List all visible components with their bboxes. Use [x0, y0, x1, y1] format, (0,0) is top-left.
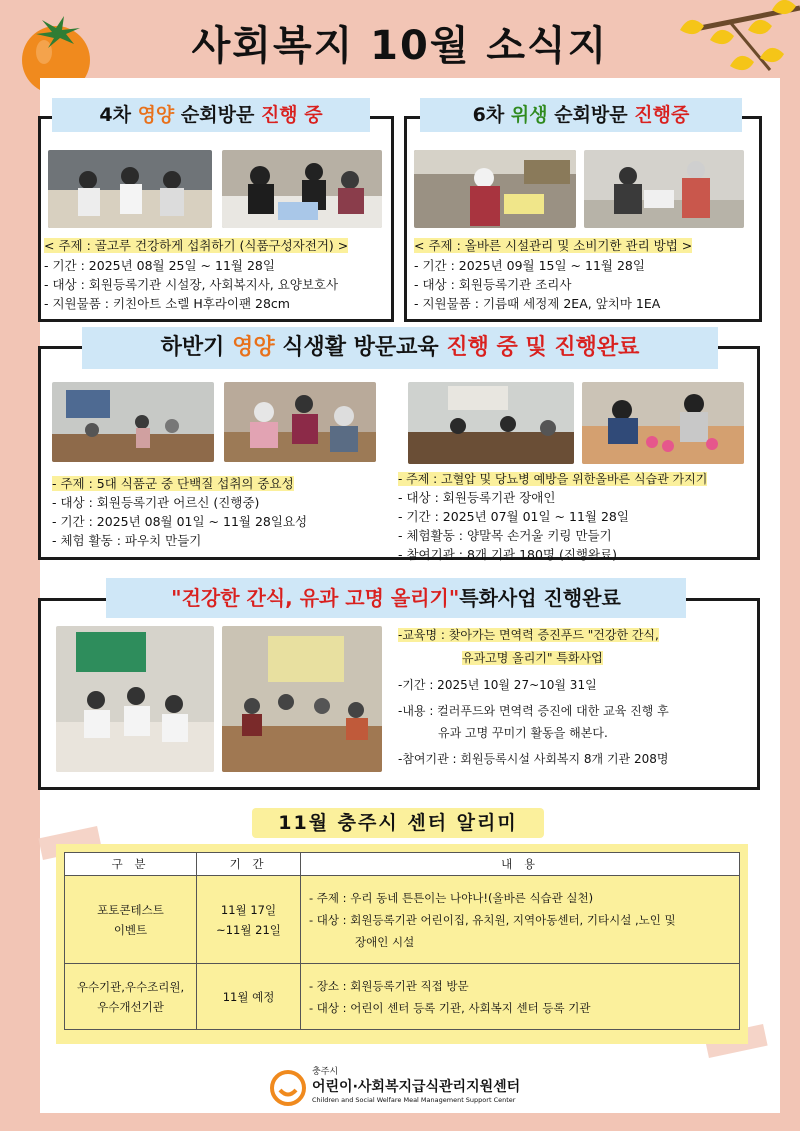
- photo-nutrition-visit-1: [48, 150, 212, 228]
- footer-center-name: 어린이·사회복지급식관리지원센터: [312, 1079, 521, 1095]
- section-hygiene-visit-target: - 대상 : 회원등록기관 조리사: [414, 277, 572, 292]
- special-project-course-cont: 유과고명 올리기" 특화사업: [462, 651, 603, 665]
- footer-city: 충주시: [312, 1067, 339, 1077]
- row1-period: 11월 17일 ~11월 21일: [197, 876, 301, 964]
- section-nutrition-visit-title: 4차 영양 순회방문 진행 중: [52, 98, 370, 132]
- section-diet-right-topic: - 주제 : 고혈압 및 당뇨병 예방을 위한올바른 식습관 가지기: [398, 472, 708, 486]
- photo-diet-education-1: [52, 382, 214, 462]
- photo-diet-education-4: [582, 382, 744, 464]
- center-logo: [270, 1064, 550, 1110]
- section-diet-left-target: - 대상 : 회원등록기관 어르신 (진행중): [52, 495, 260, 510]
- special-project-participants: -참여기관 : 회원등록시설 사회복지 8개 기관 208명: [398, 752, 669, 766]
- section-special-project-title: "건강한 간식, 유과 고명 올리기"특화사업 진행완료: [106, 578, 686, 618]
- header-category: 구 분: [65, 853, 197, 876]
- section-diet-education-title: 하반기 영양 식생활 방문교육 진행 중 및 진행완료: [82, 327, 718, 369]
- footer-center-english: Children and Social Welfare Meal Management Support Center: [312, 1096, 516, 1104]
- section-hygiene-visit-period: - 기간 : 2025년 09월 15일 ~ 11월 28일: [414, 258, 645, 273]
- section-nutrition-visit-topic: < 주제 : 골고루 건강하게 섭취하기 (식품구성자전거) >: [44, 238, 349, 253]
- section-diet-right-activity: - 체험활동 : 양말목 손거울 키링 만들기: [398, 528, 612, 543]
- row2-content: - 장소 : 회원등록기관 직접 방문 - 대상 : 어린이 센터 등록 기관, 사회복지 센터 등록 기관: [301, 964, 740, 1030]
- header-period: 기 간: [197, 853, 301, 876]
- special-project-content-cont: 유과 고명 꾸미기 활동을 해본다.: [438, 726, 608, 740]
- row2-category: 우수기관,우수조리원, 우수개선기관: [65, 964, 197, 1030]
- section-diet-right-period: - 기간 : 2025년 07월 01일 ~ 11월 28일: [398, 509, 629, 524]
- notice-table-box: [56, 844, 748, 1044]
- section-diet-right-target: - 대상 : 회원등록기관 장애인: [398, 490, 556, 505]
- photo-hygiene-visit-1: [414, 150, 576, 228]
- photo-nutrition-visit-2: [222, 150, 382, 228]
- section-diet-right-participants: - 참여기관 : 8개 기관 180명 (진행완료): [398, 547, 618, 562]
- section-hygiene-visit-supplies: - 지원물품 : 기름때 세정제 2EA, 앞치마 1EA: [414, 296, 661, 311]
- section-hygiene-visit-topic: < 주제 : 올바른 시설관리 및 소비기한 관리 방법 >: [414, 238, 693, 253]
- photo-special-project-2: [222, 626, 382, 772]
- row2-period: 11월 예정: [197, 964, 301, 1030]
- notice-title: 11월 충주시 센터 알리미: [252, 808, 544, 838]
- special-project-content: -내용 : 컬러푸드와 면역력 증진에 대한 교육 진행 후: [398, 704, 669, 718]
- photo-diet-education-2: [224, 382, 376, 462]
- header-content: 내 용: [301, 853, 740, 876]
- special-project-course: -교육명 : 찾아가는 면역력 증진푸드 "건강한 간식,: [398, 628, 659, 642]
- row1-category: 포토콘테스트 이벤트: [65, 876, 197, 964]
- row1-content: - 주제 : 우리 동네 튼튼이는 나야나!(올바른 식습관 실천) - 대상 : 회원등록기관 어린이집, 유치원, 지역아동센터, 기타시설 ,노인 및 장애인 시설: [301, 876, 740, 964]
- special-project-period: -기간 : 2025년 10월 27~10월 31일: [398, 678, 597, 692]
- section-diet-left-period: - 기간 : 2025년 08월 01일 ~ 11월 28일요성: [52, 514, 308, 529]
- photo-diet-education-3: [408, 382, 574, 464]
- table-row: [65, 876, 740, 964]
- section-nutrition-visit-period: - 기간 : 2025년 08월 25일 ~ 11월 28일: [44, 258, 275, 273]
- smile-logo-icon: [270, 1070, 306, 1106]
- photo-hygiene-visit-2: [584, 150, 744, 228]
- section-diet-left-activity: - 체험 활동 : 파우치 만들기: [52, 533, 202, 548]
- section-diet-left-topic: - 주제 : 5대 식품군 중 단백질 섭취의 중요성: [52, 476, 294, 491]
- table-row: [65, 964, 740, 1030]
- notice-table: [64, 852, 740, 1030]
- section-nutrition-visit-supplies: - 지원물품 : 키친아트 소렐 H후라이팬 28cm: [44, 296, 290, 311]
- section-hygiene-visit-title: 6차 위생 순회방문 진행중: [420, 98, 742, 132]
- page-title: 사회복지 10월 소식지: [191, 23, 609, 69]
- photo-special-project-1: [56, 626, 214, 772]
- section-nutrition-visit-target: - 대상 : 회원등록기관 시설장, 사회복지사, 요양보호사: [44, 277, 339, 292]
